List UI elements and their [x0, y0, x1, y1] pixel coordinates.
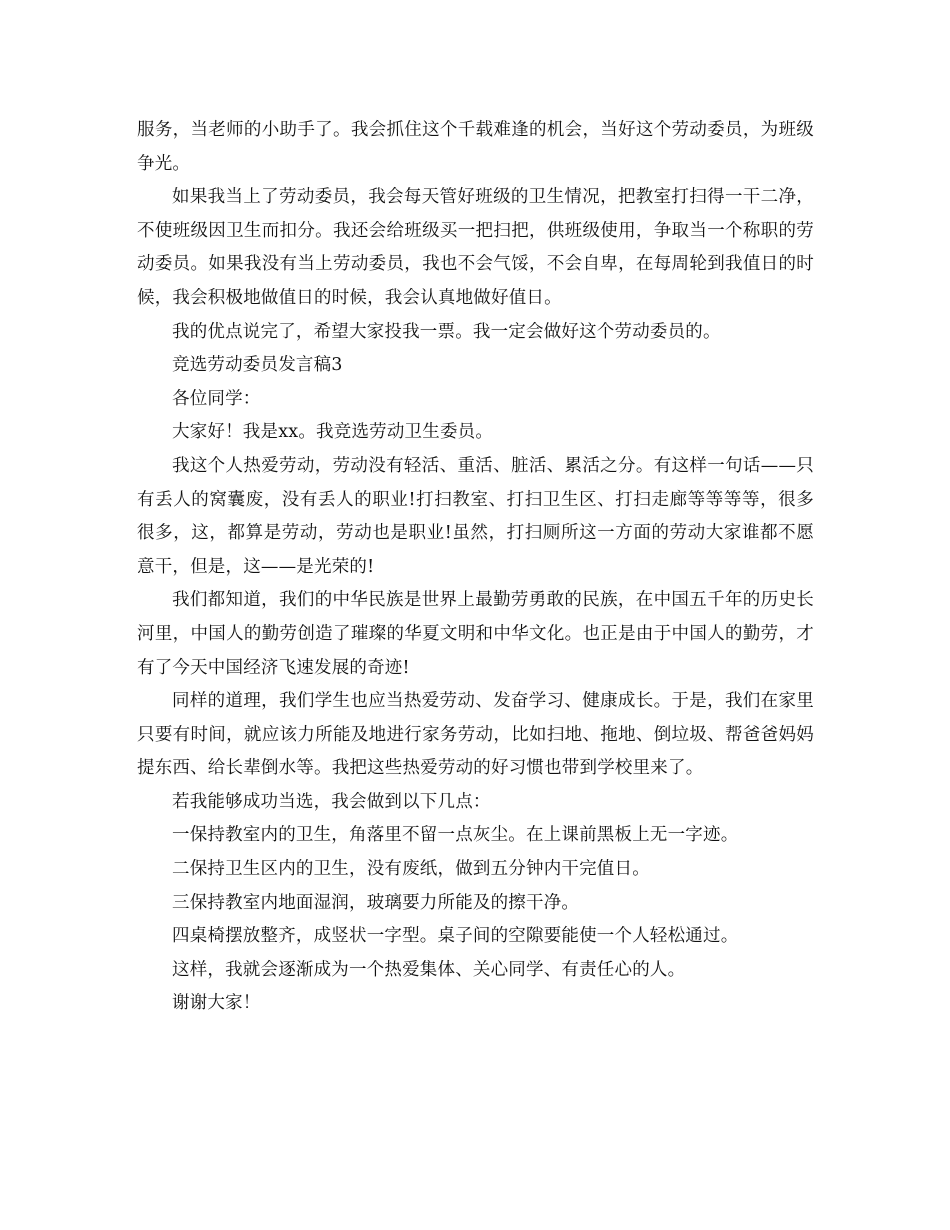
- paragraph: 服务，当老师的小助手了。我会抓住这个千载难逢的机会，当好这个劳动委员，为班级争光。: [137, 120, 814, 174]
- list-item: 一保持教室内的卫生，角落里不留一点灰尘。在上课前黑板上无一字迹。: [172, 825, 739, 846]
- paragraph: 同样的道理，我们学生也应当热爱劳动、发奋学习、健康成长。于是，我们在家里只要有时间，就应该力所能及地进行家务劳动，比如扫地、拖地、倒垃圾、帮爸爸妈妈提东西、给长辈倒水等。我把这些热爱劳动的好习惯也带到学校里来了。: [137, 691, 814, 779]
- paragraph: 我们都知道，我们的中华民族是世界上最勤劳勇敢的民族，在中国五千年的历史长河里，中国人的勤劳创造了璀璨的华夏文明和中华文化。也正是由于中国人的勤劳，才有了今天中国经济飞速发展的奇迹!: [137, 590, 814, 678]
- list-item: 二保持卫生区内的卫生，没有废纸，做到五分钟内干完值日。: [172, 859, 650, 880]
- paragraph: 大家好！我是xx。我竞选劳动卫生委员。: [172, 422, 494, 443]
- paragraph: 若我能够成功当选，我会做到以下几点：: [172, 791, 491, 812]
- paragraph: 这样，我就会逐渐成为一个热爱集体、关心同学、有责任心的人。: [172, 959, 686, 980]
- list-item: 三保持教室内地面湿润，玻璃要力所能及的擦干净。: [172, 892, 580, 913]
- paragraph: 如果我当上了劳动委员，我会每天管好班级的卫生情况，把教室打扫得一干二净，不使班级因卫生而扣分。我还会给班级买一把扫把，供班级使用，争取当一个称职的劳动委员。如果我没有当上劳动委员，我也不会气馁，不会自卑，在每周轮到我值日的时候，我会积极地做值日的时候，我会认真地做好值日。: [137, 187, 814, 308]
- closing: 谢谢大家！: [172, 993, 261, 1014]
- list-item: 四桌椅摆放整齐，成竖状一字型。桌子间的空隙要能使一个人轻松通过。: [172, 926, 739, 947]
- salutation: 各位同学：: [172, 388, 261, 409]
- section-heading: 竞选劳动委员发言稿3: [172, 355, 343, 376]
- paragraph: 我的优点说完了，希望大家投我一票。我一定会做好这个劳动委员的。: [172, 321, 721, 342]
- document-body: [137, 114, 814, 1021]
- paragraph: 我这个人热爱劳动，劳动没有轻活、重活、脏活、累活之分。有这样一句话——只有丢人的窝囊废，没有丢人的职业!打扫教室、打扫卫生区、打扫走廊等等等等，很多很多，这，都算是劳动，劳动也是职业!虽然，打扫厕所这一方面的劳动大家谁都不愿意干，但是，这——是光荣的!: [137, 455, 814, 577]
